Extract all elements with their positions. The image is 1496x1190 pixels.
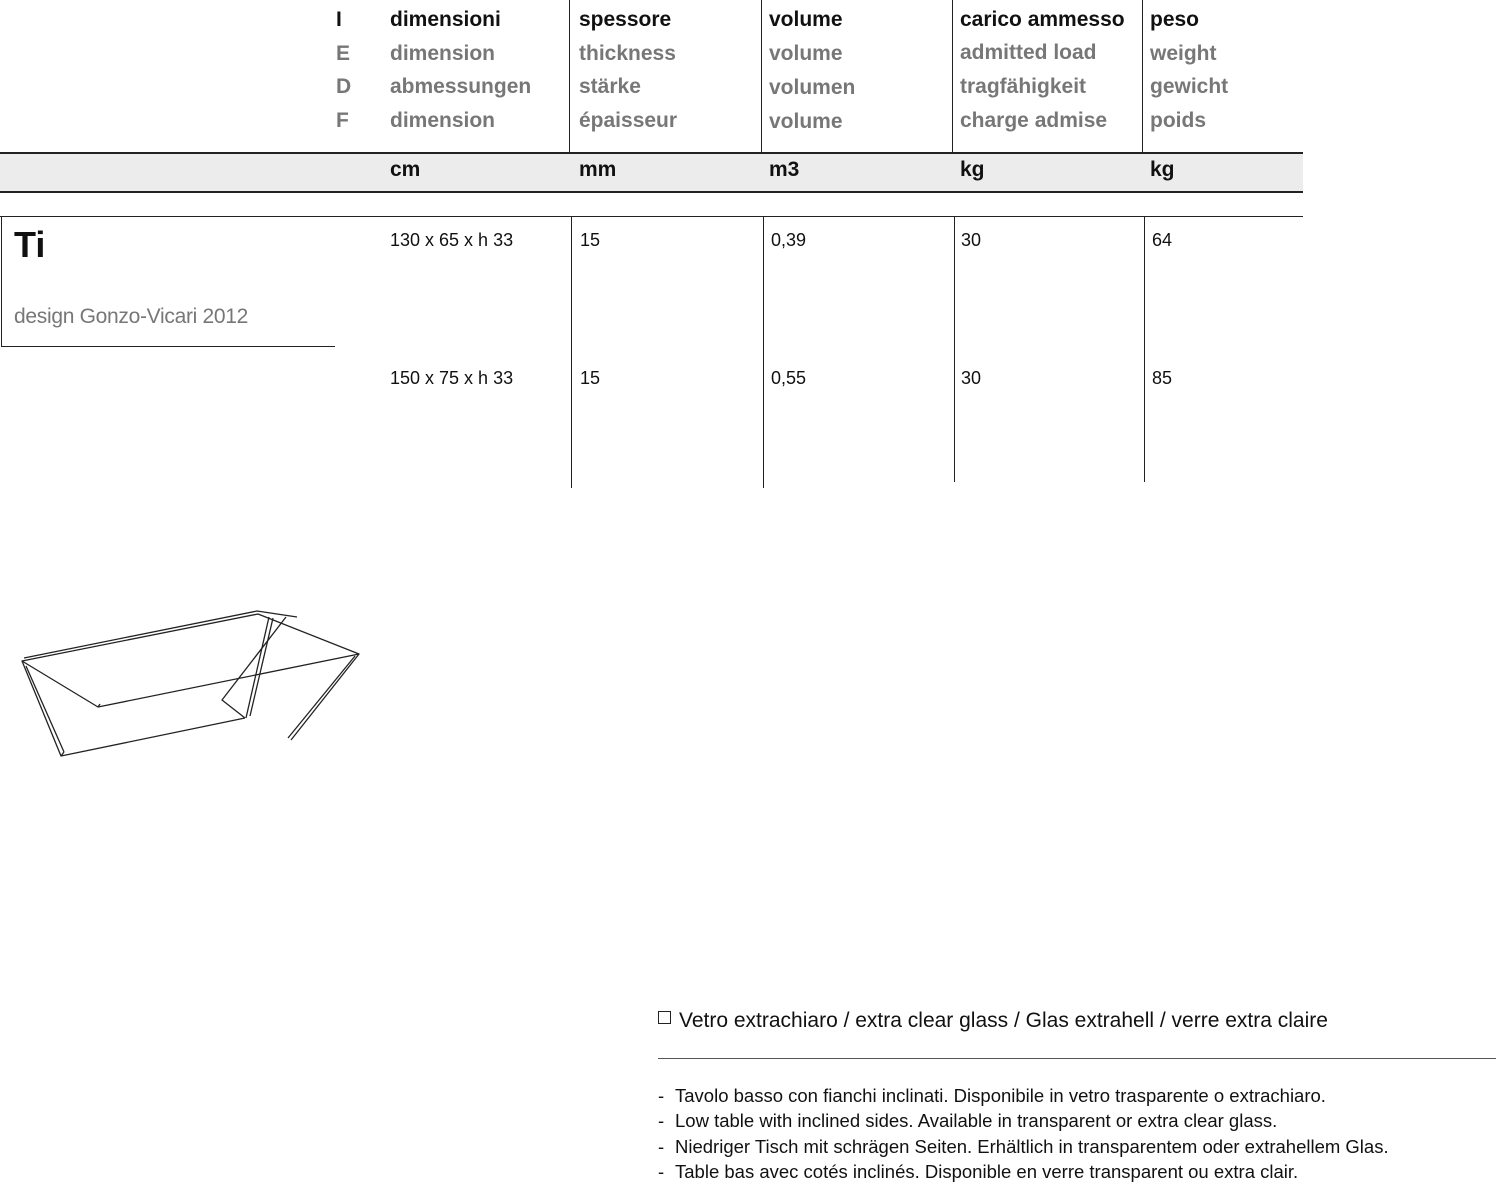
header-volume-it: volume	[769, 8, 843, 31]
header-weight-en: weight	[1150, 42, 1217, 65]
product-name: Ti	[14, 224, 46, 265]
header-thickness-en: thickness	[579, 42, 676, 65]
finish-divider	[658, 1058, 1496, 1059]
lang-code-fr: F	[336, 109, 349, 132]
header-thickness-it: spessore	[579, 8, 672, 31]
body-divider	[571, 216, 572, 488]
row-2-weight: 85	[1152, 368, 1173, 388]
row-1-weight: 64	[1152, 230, 1173, 250]
body-divider	[763, 216, 764, 488]
header-dimensions-de: abmessungen	[390, 75, 532, 98]
description-line-fr: - Table bas avec cotés inclinés. Disponible en verre transparent ou extra clair.	[658, 1161, 1299, 1182]
row-2-volume: 0,55	[771, 368, 807, 388]
lang-code-it: I	[336, 8, 342, 31]
lang-code-en: E	[336, 42, 351, 65]
header-volume-de: volumen	[769, 76, 856, 99]
header-dimensions-fr: dimension	[390, 109, 496, 132]
unit-thickness: mm	[579, 158, 617, 181]
header-thickness-de: stärke	[579, 75, 641, 98]
header-thickness-fr: épaisseur	[579, 109, 678, 132]
header-weight-de: gewicht	[1150, 75, 1229, 98]
header-volume-en: volume	[769, 42, 843, 65]
header-load-it: carico ammesso	[960, 8, 1125, 31]
header-volume-fr: volume	[769, 110, 843, 133]
header-weight-fr: poids	[1150, 109, 1206, 132]
row-2-thickness: 15	[580, 368, 601, 388]
unit-load: kg	[960, 158, 985, 181]
row-1-thickness: 15	[580, 230, 601, 250]
description-line-en: - Low table with inclined sides. Available in transparent or extra clear glass.	[658, 1110, 1278, 1131]
description-line-de: - Niedriger Tisch mit schrägen Seiten. Erhältlich in transparentem oder extrahellem Glas.	[658, 1136, 1389, 1157]
header-divider	[761, 0, 762, 152]
finish-label: Vetro extrachiaro / extra clear glass / Glas extrahell / verre extra claire	[679, 1009, 1328, 1032]
header-dimensions-it: dimensioni	[390, 8, 501, 31]
header-weight-it: peso	[1150, 8, 1200, 31]
body-divider	[954, 216, 955, 482]
units-band	[0, 152, 1303, 193]
row-1-load: 30	[961, 230, 982, 250]
glass-low-table-drawing	[14, 600, 374, 770]
header-dimensions-en: dimension	[390, 42, 496, 65]
row-1-volume: 0,39	[771, 230, 807, 250]
body-divider	[1144, 216, 1145, 482]
finish-option	[658, 1009, 1328, 1033]
description-line-it: - Tavolo basso con fianchi inclinati. Disponibile in vetro trasparente o extrachiaro.	[658, 1085, 1326, 1106]
row-2-load: 30	[961, 368, 982, 388]
header-load-en: admitted load	[960, 41, 1097, 64]
unit-weight: kg	[1150, 158, 1175, 181]
unit-volume: m3	[769, 158, 800, 181]
header-divider	[569, 0, 570, 152]
header-divider	[952, 0, 953, 152]
row-1-dimensions: 130 x 65 x h 33	[390, 230, 514, 250]
header-divider	[1142, 0, 1143, 152]
product-designer: design Gonzo-Vicari 2012	[14, 305, 249, 328]
lang-code-de: D	[336, 75, 352, 98]
unit-dimensions: cm	[390, 158, 421, 181]
header-load-de: tragfähigkeit	[960, 75, 1087, 98]
header-load-fr: charge admise	[960, 109, 1108, 132]
row-2-dimensions: 150 x 75 x h 33	[390, 368, 514, 388]
square-outline-icon	[658, 1011, 671, 1024]
